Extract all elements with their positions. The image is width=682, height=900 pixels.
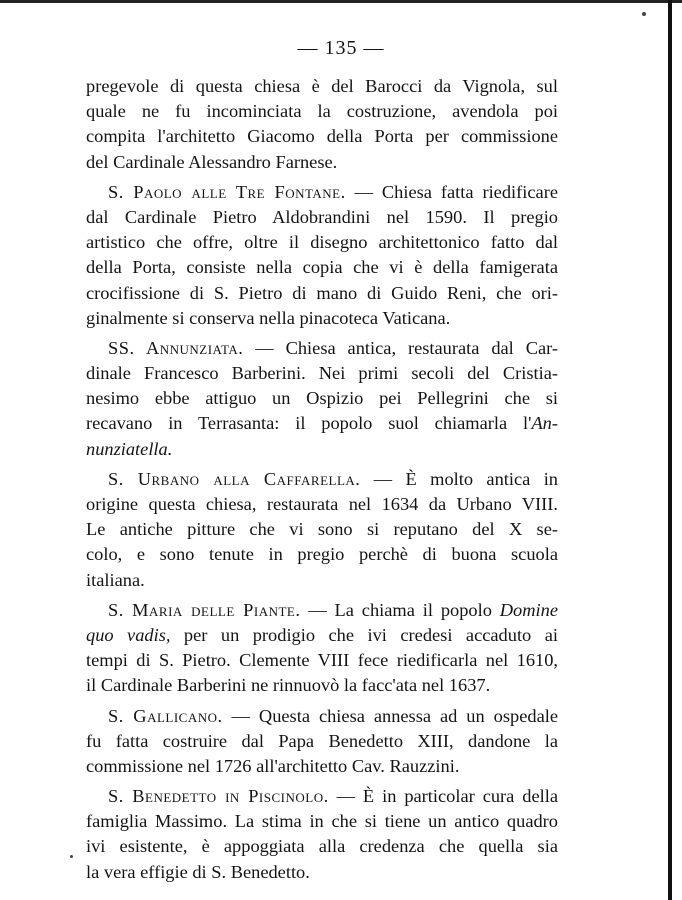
book-page-text — [86, 74, 558, 885]
page-right-edge — [668, 0, 672, 900]
paragraph-s-urbano — [86, 467, 558, 593]
paragraph-s-gallicano — [86, 704, 558, 780]
text-line: compita l'architetto Giacomo della Porta per commissione — [86, 126, 558, 147]
text-line: crocifissione di S. Pietro di mano di Guido Reni, che ori- — [86, 282, 558, 303]
text-line: dinale Francesco Barberini. Nei primi secoli del Cristia- — [86, 363, 558, 384]
text-line: italiana. — [86, 569, 145, 590]
paragraph-s-benedetto — [86, 784, 558, 885]
text-line: dal Cardinale Pietro Aldobrandini nel 1590. Il pregio — [86, 206, 558, 227]
text-line: tempi di S. Pietro. Clemente VIII fece riedificarla nel 1610, — [86, 650, 558, 671]
text-line: la vera effigie di S. Benedetto. — [86, 861, 310, 882]
text-line: ginalmente si conserva nella pinacoteca Vaticana. — [86, 307, 451, 328]
text-line: recavano in Terrasanta: il popolo suol chiamarla l'An- — [86, 413, 558, 434]
text-line: S. Maria delle Piante. — La chiama il popolo Domine — [108, 599, 558, 620]
page-number: — 135 — — [297, 37, 385, 59]
page-top-edge — [0, 0, 682, 3]
text-line: il Cardinale Barberini ne rinnuovò la facc'ata nel 1637. — [86, 675, 491, 696]
text-line: SS. Annunziata. — Chiesa antica, restaurata dal Car- — [108, 337, 559, 358]
text-line: Le antiche pitture che vi sono si reputano del X se- — [86, 519, 558, 540]
text-line: S. Benedetto in Piscinolo. — È in particolar cura della — [108, 786, 558, 807]
text-line: fu fatta costruire dal Papa Benedetto XIII, dandone la — [86, 730, 558, 751]
text-line: colo, e sono tenute in pregio perchè di buona scuola — [86, 544, 558, 565]
entry-heading: S. Paolo alle Tre Fontane. — [108, 181, 346, 202]
text-line: pregevole di questa chiesa è del Barocci da Vignola, sul — [86, 76, 558, 96]
entry-heading: S. Urbano alla Caffarella. — [108, 468, 361, 489]
text-line: artistico che offre, oltre il disegno architettonico fatto dal — [86, 232, 558, 253]
paragraph-s-maria-delle-piante — [86, 598, 558, 699]
text-line: nesimo ebbe attiguo un Ospizio pei Pellegrini che si — [86, 388, 558, 409]
text-line: commissione nel 1726 all'architetto Cav. Rauzzini. — [86, 755, 460, 776]
entry-heading: S. Benedetto in Piscinolo. — [108, 786, 329, 807]
paragraph-s-paolo — [86, 180, 558, 331]
text-line: ivi esistente, è appoggiata alla credenza che quella sia — [86, 836, 558, 857]
entry-heading: S. Gallicano. — [108, 705, 223, 726]
text-line: del Cardinale Alessandro Farnese. — [86, 151, 338, 172]
text-line: famiglia Massimo. La stima in che si tiene un antico quadro — [86, 811, 558, 832]
text-line: quo vadis, per un prodigio che ivi credesi accaduto ai — [86, 624, 558, 645]
text-line: quale ne fu incominciata la costruzione, avendola poi — [86, 101, 558, 122]
entry-heading: SS. Annunziata. — [108, 337, 244, 358]
text-line: origine questa chiesa, restaurata nel 1634 da Urbano VIII. — [86, 494, 558, 514]
scan-speck — [70, 855, 73, 858]
text-line: S. Urbano alla Caffarella. — È molto antica in — [108, 468, 558, 489]
text-line: S. Gallicano. — Questa chiesa annessa ad un ospedale — [108, 705, 558, 726]
paragraph-ss-annunziata — [86, 336, 558, 462]
entry-heading: S. Maria delle Piante. — [108, 599, 301, 620]
scan-speck — [642, 12, 646, 16]
paragraph-barocci — [86, 74, 558, 175]
text-line: nunziatella. — [86, 438, 173, 459]
text-line: della Porta, consiste nella copia che vi è della famigerata — [86, 257, 558, 278]
text-line: S. Paolo alle Tre Fontane. — Chiesa fatta riedificare — [108, 181, 558, 202]
